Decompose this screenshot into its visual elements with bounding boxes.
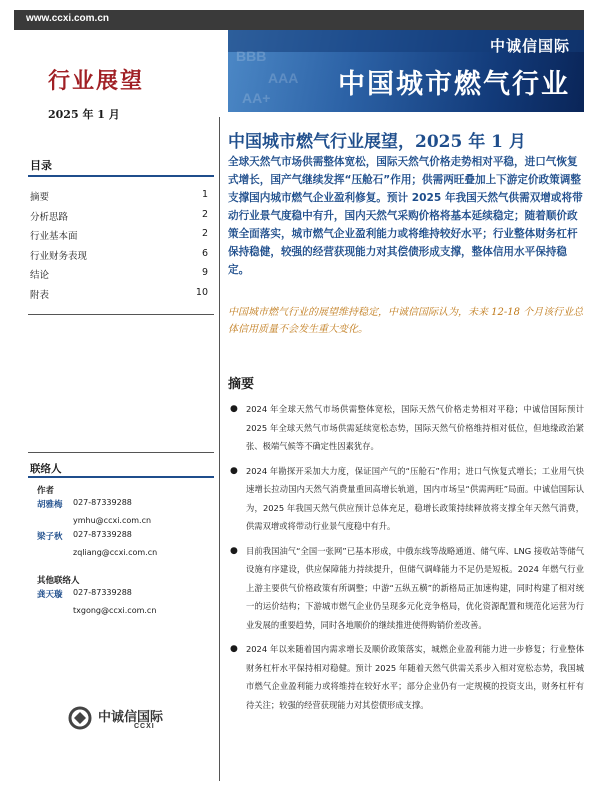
contact-divider-accent	[28, 476, 214, 478]
authors-label: 作者	[37, 486, 55, 496]
toc-item[interactable]	[30, 267, 208, 287]
toc-item-page: 9	[201, 267, 208, 278]
toc-item[interactable]	[30, 228, 208, 248]
bullet-icon: ●	[230, 404, 238, 414]
logo-text-en: CCXI	[134, 723, 155, 730]
toc-item[interactable]	[30, 248, 208, 268]
toc-item-label: 附表	[30, 289, 50, 301]
logo-text-cn: 中诚信国际	[98, 710, 164, 725]
toc-item-page: 1	[201, 189, 208, 200]
author-name: 梁子秋	[37, 532, 63, 542]
toc-item-label: 分析思路	[30, 211, 69, 223]
toc-item[interactable]	[30, 287, 208, 307]
toc-item-page: 6	[201, 247, 208, 259]
contact-divider	[28, 452, 214, 453]
site-url[interactable]: www.ccxi.com.cn	[26, 13, 109, 24]
author-phone: 027-87339288	[73, 530, 132, 539]
summary-bold-text: 全球天然气市场供需整体宽松，国际天然气价格走势相对平稳，进口气恢复式增长，国产气继续发挥“压舱石”作用；供需两旺叠加上下游定价政策调整支撑国内城市燃气企业盈利修复。预计 2025 年我国天然气供需双增或将带动行业景气度稳中有升，国内天然气采购价格将基本延续稳定；随着顺价政策全面落实，城市燃气企业盈利能力或将维持较好水平；行业整体财务杠杆保持稳健，较强的经营获现能力对其偿债形成支撑，整体信用水平保持稳定。	[228, 156, 583, 276]
author-email[interactable]: zqliang@ccxi.com.cn	[73, 548, 158, 557]
abstract-bullets	[228, 400, 584, 720]
bullet-text: 目前我国油气“全国一张网”已基本形成，中俄东线等战略通道、储气库、LNG 接收站等储气设施有序建设，供应保障能力持续提升，但储气调峰能力不足仍是短板。2024 年燃气行业上游主要供气价格政策有所调整；中游“五纵五横”的新格局正加速构建，同时构建了相对统一的运价结构；下游城市燃气企业仍呈现多元化竞争格局，优化资源配置和规范化运营为行业发展的重要趋势，同时各地顺价的继续推进使得购销价差改善。	[246, 545, 584, 630]
bullet-icon: ●	[230, 465, 238, 476]
other-contacts-label: 其他联络人	[37, 576, 80, 586]
toc-item-page: 10	[195, 286, 208, 298]
author-phone: 027-87339288	[73, 498, 132, 507]
column-divider	[219, 117, 220, 781]
author-name: 胡雅梅	[37, 500, 63, 510]
abstract-heading: 摘要	[228, 377, 255, 392]
bullet-icon: ●	[230, 644, 238, 654]
abstract-bullet	[228, 640, 584, 714]
toc-item[interactable]	[30, 209, 208, 229]
contact-name: 龚天璇	[37, 590, 63, 600]
abstract-bullet	[228, 400, 584, 456]
bullet-text: 2024 年以来随着国内需求增长及顺价政策落实，城燃企业盈利能力进一步修复；行业整体财务杠杆水平保持相对稳健。预计 2025 年随着天然气供需关系步入相对宽松态势，我国城市燃气企业盈利能力或将维持在较好水平；部分企业仍有一定规模的投资支出，财务杠杆有待关注；较强的经营获现能力对其偿债形成支撑。	[246, 644, 584, 710]
toc-item-label: 摘要	[30, 192, 50, 203]
banner-decoration: BBB	[236, 48, 267, 64]
bullet-text: 2024 年勘探开采加大力度，保证国产气的“压舱石”作用；进口气恢复式增长；工业用气快速增长拉动国内天然气消费量重回高增长轨道，国内市场呈“供需两旺”局面。中诚信国际认为，2025 年我国天然气供应预计总体充足，稳增长政策持续释放将支撑全年天然气消费，供需双增或将带动行业景气度稳中有升。	[246, 465, 584, 531]
logo-mark-icon	[66, 706, 94, 730]
toc-item-page: 2	[201, 208, 208, 220]
top-bar	[14, 10, 584, 30]
author-email[interactable]: ymhu@ccxi.com.cn	[73, 516, 152, 525]
bullet-icon: ●	[230, 545, 238, 556]
page-title: 中国城市燃气行业展望，2025 年 1 月	[228, 132, 526, 152]
outlook-statement: 中国城市燃气行业的展望维持稳定，中诚信国际认为，未来 12-18 个月该行业总体信用质量不会发生重大变化。	[228, 307, 584, 335]
report-date: 2025 年 1 月	[48, 108, 120, 121]
toc-item-page: 2	[201, 228, 208, 239]
abstract-bullet	[228, 542, 584, 635]
company-logo	[66, 703, 176, 733]
banner-title: 中国城市燃气行业	[338, 69, 570, 100]
banner-brand: 中诚信国际	[489, 37, 570, 55]
toc-divider	[28, 175, 214, 177]
abstract-bullet	[228, 462, 584, 536]
banner-decoration: AAA	[268, 70, 299, 86]
toc-heading: 目录	[30, 159, 52, 172]
contact-phone: 027-87339288	[73, 588, 132, 597]
toc-item-label: 行业基本面	[30, 231, 78, 242]
table-of-contents	[30, 189, 208, 306]
toc-item[interactable]	[30, 189, 208, 209]
contacts-heading: 联络人	[30, 463, 62, 475]
bullet-text: 2024 年全球天然气市场供需整体宽松，国际天然气价格走势相对平稳；中诚信国际预计 2025 年全球天然气市场供需延续宽松态势，国际天然气价格维持相对低位，但地缘政治紧张、极端气候等不确定性因素犹存。	[246, 404, 584, 451]
toc-bottom-divider	[28, 314, 214, 315]
toc-item-label: 结论	[30, 270, 50, 281]
banner-decoration: AA+	[242, 90, 271, 106]
header-banner	[228, 30, 584, 112]
report-type-title: 行业展望	[48, 68, 145, 94]
contact-email[interactable]: txgong@ccxi.com.cn	[73, 606, 157, 615]
toc-item-label: 行业财务表现	[30, 250, 88, 262]
